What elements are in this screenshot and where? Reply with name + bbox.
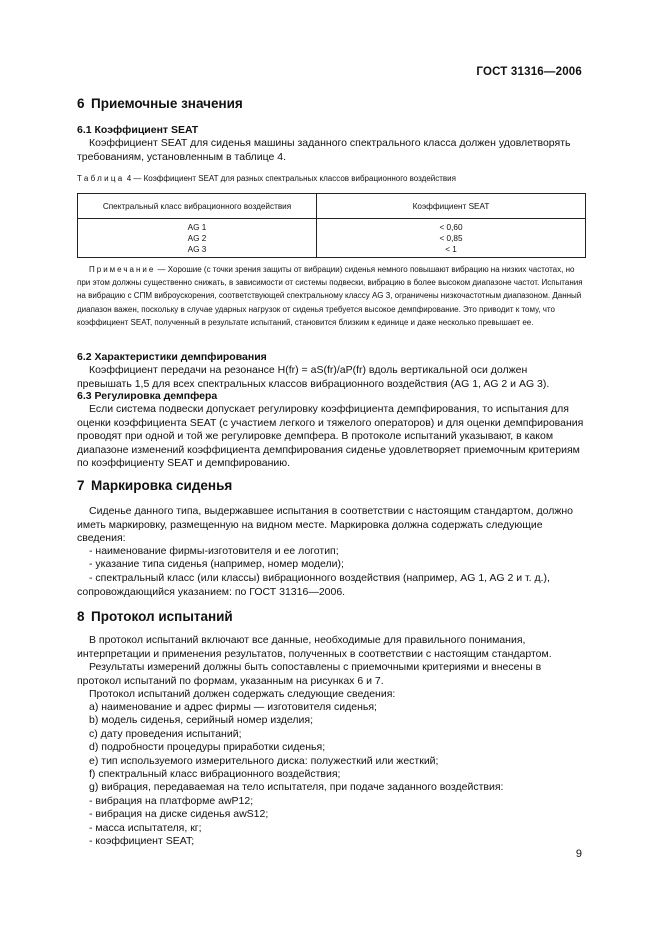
section-6-number: 6	[77, 96, 85, 111]
section-6-3-text: Если система подвески допускает регулировку коэффициента демпфирования, то испытания для оценки коэффициента SEAT (с участием легкого и тяжелого операторов) и для оценки демпфирования проводят при одной и той же регулировке демпфера. В протоколе испытаний указывают, в каком диапазоне изменений коэффициента демпфирования сиденье удовлетворяет приемочным критериям по коэффициенту SEAT и демпфированию.	[77, 403, 584, 469]
section-7-text: Сиденье данного типа, выдержавшее испытания в соответствии с настоящим стандартом, должно иметь маркировку, размещенную на видном месте. Маркировка должна содержать следующие сведения:	[77, 505, 573, 544]
section-6-1-title: 6.1 Коэффициент SEAT	[77, 124, 199, 136]
list-item: - вибрация на диске сиденья awS12;	[89, 808, 269, 821]
list-item: - вибрация на платформе awP12;	[89, 794, 254, 807]
table-caption: Таблица 4 — Коэффициент SEAT для разных спектральных классов вибрационного воздействия	[77, 174, 456, 183]
section-6-2-text: Коэффициент передачи на резонансе H(fr) = aS(fr)/aP(fr) вдоль вертикальной оси должен превышать 1,5 для всех спектральных классов вибрационного воздействия (AG 1, AG 2 и AG 3).	[77, 364, 550, 390]
list-item: - масса испытателя, кг;	[89, 821, 202, 834]
section-7-heading	[77, 478, 232, 493]
seat-table	[77, 193, 586, 258]
section-8-number: 8	[77, 609, 85, 624]
list-item: - коэффициент SEAT;	[89, 835, 195, 848]
list-item: - указание типа сиденья (например, номер модели);	[89, 558, 344, 571]
section-7-number: 7	[77, 478, 85, 493]
list-item: g) вибрация, передаваемая на тело испытателя, при подаче заданного воздействия:	[89, 781, 504, 794]
list-item: c) дату проведения испытаний;	[89, 727, 242, 740]
table-cell-classes: AG 1 AG 2 AG 3	[78, 219, 317, 258]
section-8-p1: В протокол испытаний включают все данные, необходимые для правильного понимания, интерпретации и применения результатов, полученных в соответствии с настоящим стандартом.	[77, 634, 552, 660]
section-8-p3: Протокол испытаний должен содержать следующие сведения:	[89, 688, 396, 700]
section-8-title: Протокол испытаний	[91, 609, 233, 624]
list-item: - наименование фирмы-изготовителя и ее логотип;	[89, 545, 339, 557]
section-7-title: Маркировка сиденья	[91, 478, 233, 493]
document-code: ГОСТ 31316—2006	[476, 66, 582, 78]
section-7-list	[77, 545, 587, 572]
section-6-title: Приемочные значения	[91, 96, 243, 111]
section-6-3-title: 6.3 Регулировка демпфера	[77, 390, 218, 402]
section-8-heading	[77, 609, 233, 624]
table-note: Примечание — Хорошие (с точки зрения защиты от вибрации) сиденья немного повышают вибрацию на низких частотах, но при этом должны существенно снижать, в зависимости от системы подвески, вибрацию в более высоком диапазоне частот. Испытания на вибрацию с СПМ виброускорения, соответствующей спектральному классу AG 3, ограничены низкочастотным диапазоном. Данный диапазон важен, поскольку в случае ударных нагрузок от сиденья требуется высокое демпфирование. Это приводит к тому, что коэффициент SEAT, полученный в результате испытаний, становится близким к единице и даже несколько превышает ее.	[77, 265, 583, 327]
table-header-class: Спектральный класс вибрационного воздействия	[78, 194, 317, 219]
list-item: e) тип используемого измерительного диска: полужесткий или жесткий;	[89, 754, 439, 767]
table-row	[78, 219, 586, 258]
list-item: b) модель сиденья, серийный номер изделия;	[89, 714, 313, 727]
section-7-last-item: - спектральный класс (или классы) вибрационного воздействия (например, AG 1, AG 2 и т. д.), сопровождающийся указанием: по ГОСТ 31316—2006.	[77, 572, 550, 598]
page-number: 9	[575, 848, 582, 860]
section-6-heading	[77, 96, 243, 111]
table-cell-values: < 0,60 < 0,85 < 1	[317, 219, 586, 258]
section-6-1-text: Коэффициент SEAT для сиденья машины заданного спектрального класса должен удовлетворять требованиям, установленным в таблице 4.	[77, 137, 571, 163]
list-item: a) наименование и адрес фирмы — изготовителя сиденья;	[89, 701, 377, 713]
table-header-seat: Коэффициент SEAT	[317, 194, 586, 219]
list-item: d) подробности процедуры приработки сиденья;	[89, 741, 326, 754]
section-8-p2: Результаты измерений должны быть сопоставлены с приемочными критериями и внесены в протокол испытаний по формам, указанным на рисунках 6 и 7.	[77, 661, 542, 687]
section-8-list	[77, 701, 587, 848]
table-header-row	[78, 194, 586, 219]
list-item: f) спектральный класс вибрационного воздействия;	[89, 768, 341, 781]
section-6-2-title: 6.2 Характеристики демпфирования	[77, 351, 267, 363]
